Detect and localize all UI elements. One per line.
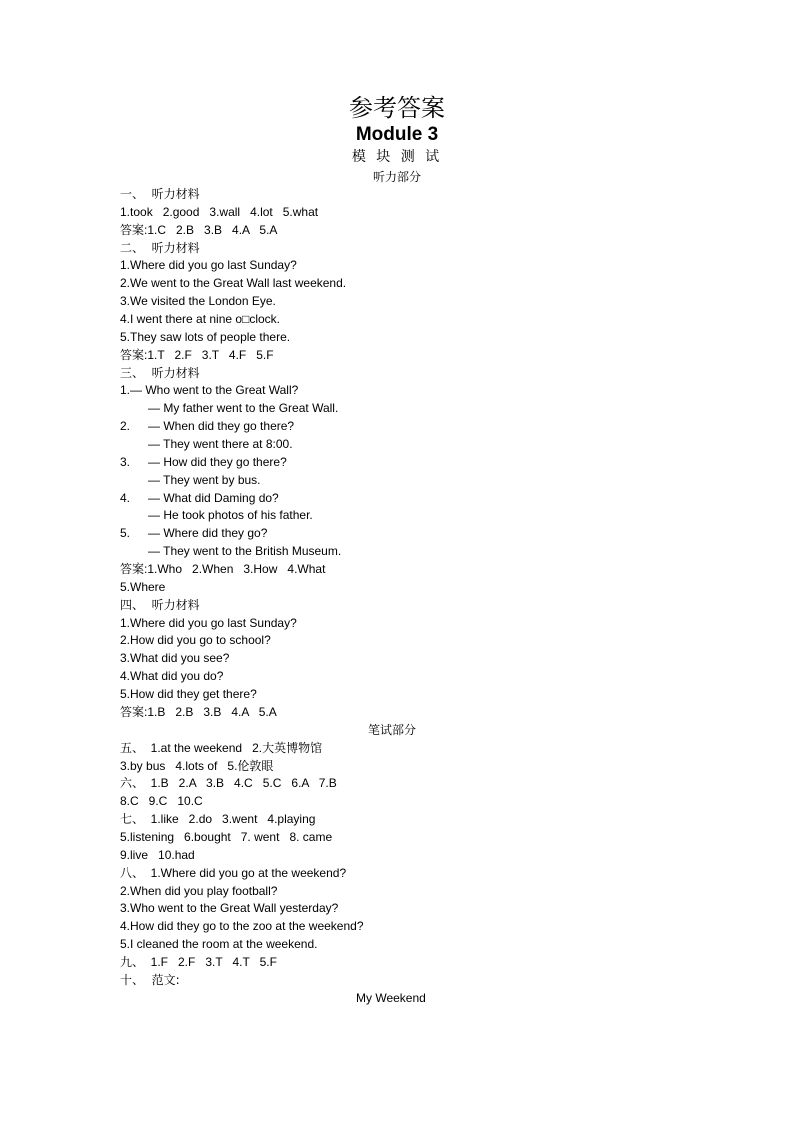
item-number: 4.	[120, 490, 131, 505]
dialogue-line	[120, 490, 720, 508]
answer-line: 4.What did you do?	[120, 669, 224, 684]
answer-line: 1.Where did you go last Sunday?	[120, 615, 297, 630]
dialogue-line: 1.— Who went to the Great Wall?	[120, 383, 299, 398]
dialogue-text: — Where did they go?	[148, 526, 268, 541]
answer-line: 答案:1.T 2.F 3.T 4.F 5.F	[120, 347, 274, 362]
answer-line: 5.I cleaned the room at the weekend.	[120, 937, 318, 952]
dialogue-line	[120, 454, 720, 472]
answer-line: 3.Who went to the Great Wall yesterday?	[120, 901, 339, 916]
answer-body	[120, 186, 720, 1008]
listening-section-heading: 听力部分	[372, 170, 421, 184]
written-section-heading: 笔试部分	[368, 722, 417, 737]
answer-line: 4.I went there at nine o□clock.	[120, 312, 281, 327]
answer-line: 2.When did you play football?	[120, 883, 278, 898]
dialogue-line: — They went there at 8:00.	[148, 437, 293, 452]
answer-line: 5.They saw lots of people there.	[120, 329, 291, 344]
part-heading: 三、 听力材料	[120, 365, 200, 380]
item-number: 5.	[120, 526, 131, 541]
test-subtitle: 模 块 测 试	[351, 149, 443, 165]
answer-line: 9.live 10.had	[120, 847, 195, 862]
answer-line: 3.by bus 4.lots of 5.伦敦眼	[120, 758, 274, 773]
answer-line: 3.We visited the London Eye.	[120, 294, 276, 309]
answer-line: 八、 1.Where did you go at the weekend?	[120, 865, 347, 880]
answer-line: 1.Where did you go last Sunday?	[120, 258, 297, 273]
answer-line: 七、 1.like 2.do 3.went 4.playing	[120, 812, 316, 827]
answer-line: 五、 1.at the weekend 2.大英博物馆	[120, 740, 323, 755]
dialogue-text: — What did Daming do?	[148, 490, 279, 505]
page-title: 参考答案	[349, 94, 445, 122]
answer-line: 2.How did you go to school?	[120, 633, 271, 648]
answer-line: 答案:1.B 2.B 3.B 4.A 5.A	[120, 704, 277, 719]
answer-line: 六、 1.B 2.A 3.B 4.C 5.C 6.A 7.B	[120, 776, 337, 791]
answer-line: 1.took 2.good 3.wall 4.lot 5.what	[120, 204, 319, 219]
dialogue-line: — He took photos of his father.	[148, 508, 313, 523]
part-heading: 四、 听力材料	[120, 597, 200, 612]
answer-line: 答案:1.C 2.B 3.B 4.A 5.A	[120, 222, 278, 237]
dialogue-text: — When did they go there?	[148, 419, 295, 434]
answer-line: 九、 1.F 2.F 3.T 4.T 5.F	[120, 954, 277, 969]
answer-line: 5.How did they get there?	[120, 687, 257, 702]
answer-line: 3.What did you see?	[120, 651, 230, 666]
answer-line: 2.We went to the Great Wall last weekend.	[120, 276, 347, 291]
answer-line: 答案:1.Who 2.When 3.How 4.What	[120, 562, 326, 577]
answer-line: 5.listening 6.bought 7. went 8. came	[120, 829, 333, 844]
module-heading: Module 3	[355, 124, 439, 145]
dialogue-line: — They went by bus.	[148, 472, 261, 487]
item-number: 2.	[120, 419, 131, 434]
essay-title: My Weekend	[356, 990, 426, 1005]
dialogue-line: — My father went to the Great Wall.	[148, 401, 339, 416]
dialogue-line	[120, 418, 720, 436]
answer-line: 4.How did they go to the zoo at the weekend?	[120, 919, 364, 934]
answer-line: 8.C 9.C 10.C	[120, 794, 203, 809]
dialogue-line	[120, 525, 720, 543]
dialogue-text: — How did they go there?	[148, 454, 287, 469]
part-heading: 十、 范文:	[120, 972, 180, 987]
item-number: 3.	[120, 454, 131, 469]
part-heading: 一、 听力材料	[120, 187, 200, 201]
part-heading: 二、 听力材料	[120, 240, 200, 255]
answer-line: 5.Where	[120, 579, 166, 594]
dialogue-line: — They went to the British Museum.	[148, 544, 342, 559]
